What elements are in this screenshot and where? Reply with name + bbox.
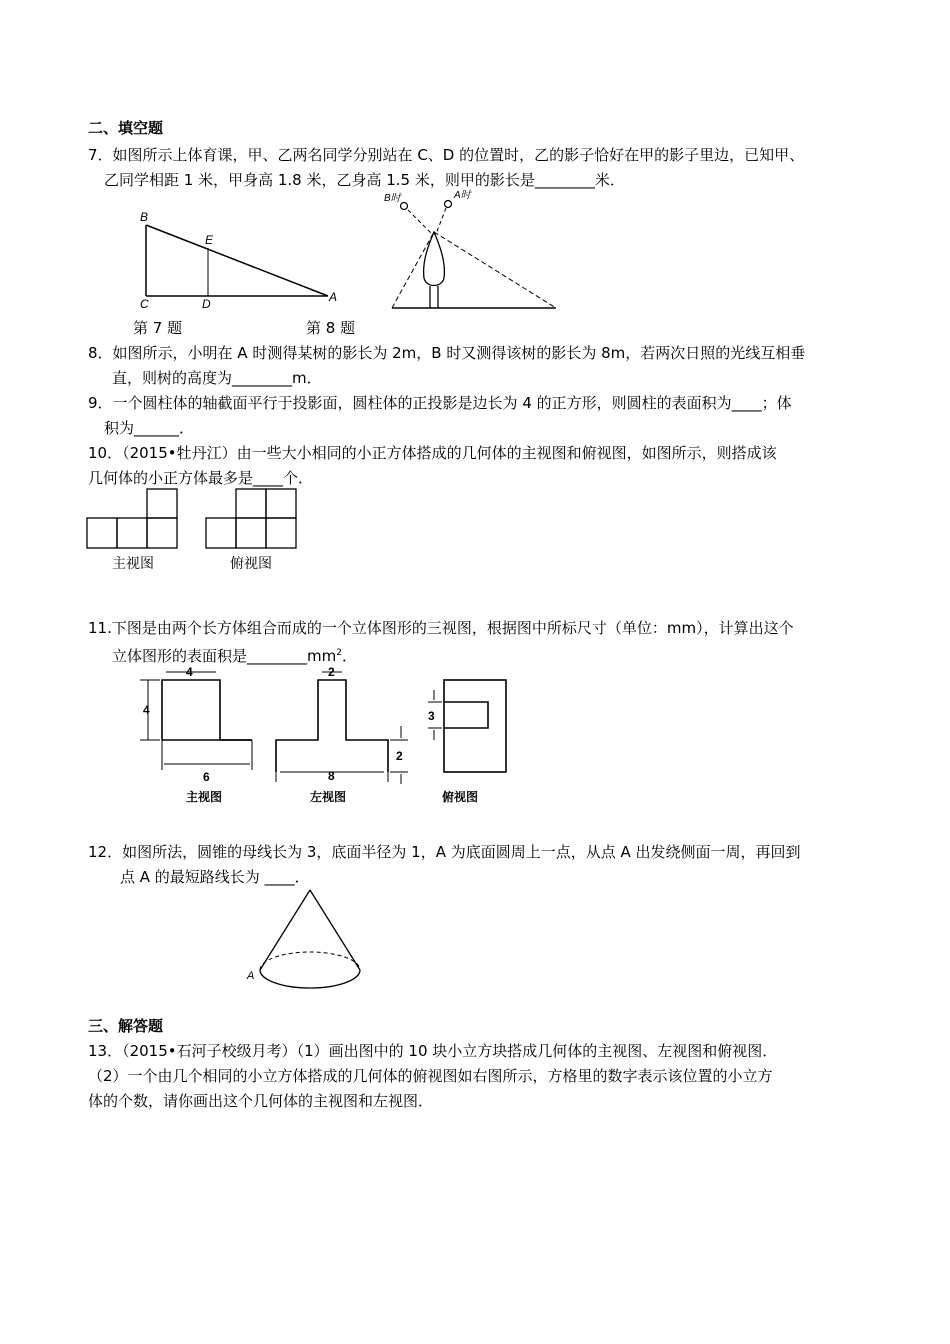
figure-10-views xyxy=(86,488,296,583)
label-E: E xyxy=(205,233,214,247)
front-view-grid xyxy=(87,489,177,548)
line-BA xyxy=(146,225,328,296)
label-D: D xyxy=(202,297,211,311)
q12-line2: 点 A 的最短路线长为 ____． xyxy=(120,868,310,886)
top-view-outer xyxy=(444,680,506,772)
sun-b-icon xyxy=(401,203,408,210)
q7-line1: 7．如图所示上体育课，甲、乙两名同学分别站在 C、D 的位置时，乙的影子恰好在甲的影子里边，已知甲、 xyxy=(88,146,805,164)
left-view-outline xyxy=(276,680,388,772)
ray-left xyxy=(392,232,434,308)
label-B: B xyxy=(140,210,149,224)
q11-line2-suffix: ． xyxy=(341,647,357,665)
figure-12-cone xyxy=(244,884,394,994)
dim-left-base: 8 xyxy=(328,769,335,783)
dim-left-height: 2 xyxy=(396,749,403,763)
q11-sup: 2 xyxy=(336,648,342,658)
cone-base-front xyxy=(260,970,360,988)
cone-left-slant xyxy=(260,890,310,970)
front-view-outline xyxy=(162,680,252,740)
top-view-grid xyxy=(206,489,296,548)
tree-crown xyxy=(424,232,445,286)
ray-right xyxy=(434,232,556,308)
q7-line2: 乙同学相距 1 米，甲身高 1.8 米，乙身高 1.5 米，则甲的影长是________米． xyxy=(104,171,625,189)
q9-line1: 9．一个圆柱体的轴截面平行于投影面，圆柱体的正投影是边长为 4 的正方形，则圆柱的表面积为____；体 xyxy=(88,394,792,412)
section-title-answer: 三、解答题 xyxy=(88,1017,164,1035)
sun-a-icon xyxy=(445,201,452,208)
dim-front-height: 4 xyxy=(143,703,150,717)
label-A: A xyxy=(329,290,338,304)
q10-line2: 几何体的小正方体最多是____个． xyxy=(88,469,314,487)
top-view-inner xyxy=(444,702,488,728)
q11-line2-prefix: 立体图形的表面积是________mm xyxy=(112,647,337,665)
label-b-time: B时 xyxy=(384,193,401,204)
left-view-caption: 左视图 xyxy=(310,790,347,804)
q13-line1: 13．（2015•石河子校级月考）（1）画出图中的 10 块小立方块搭成几何体的主视图、左视图和俯视图． xyxy=(88,1042,778,1060)
top-view-label: 俯视图 xyxy=(230,555,272,571)
q13-line3: 体的个数，请你画出这个几何体的主视图和左视图． xyxy=(88,1092,434,1110)
label-a-time: A时 xyxy=(454,190,471,201)
dim-top-height: 3 xyxy=(428,709,435,723)
q12-line1: 12．如图所法，圆锥的母线长为 3，底面半径为 1，A 为底面圆周上一点，从点 A 出发绕侧面一周，再回到 xyxy=(88,843,801,861)
tree-trunk xyxy=(430,286,438,308)
figure-11-three-views xyxy=(136,660,526,810)
q10-line1: 10．（2015•牡丹江）由一些大小相同的小正方体搭成的几何体的主视图和俯视图，如图所示，则搭成该 xyxy=(88,444,777,462)
dim-front-width: 4 xyxy=(186,665,193,679)
q11-line1: 11.下图是由两个长方体组合而成的一个立体图形的三视图，根据图中所标尺寸（单位：mm），计算出这个 xyxy=(88,619,794,637)
section-title-fill-in: 二、填空题 xyxy=(88,119,164,137)
figure-7-triangle xyxy=(130,208,350,318)
sun-b-ray xyxy=(408,210,432,234)
figure-8-tree-shadow xyxy=(380,192,570,312)
dim-left-top: 2 xyxy=(328,665,335,679)
figure-7-caption: 第 7 题 xyxy=(133,319,183,337)
q9-line2: 积为______． xyxy=(104,419,195,437)
figure-8-caption: 第 8 题 xyxy=(306,319,356,337)
top-view-caption: 俯视图 xyxy=(442,790,479,804)
q13-line2: （2）一个由几个相同的小立方体搭成的几何体的俯视图如右图所示，方格里的数字表示该位置的小立方 xyxy=(88,1067,773,1085)
front-view-label: 主视图 xyxy=(112,555,154,571)
front-view-caption: 主视图 xyxy=(186,790,223,804)
sun-a-ray xyxy=(436,208,446,234)
label-C: C xyxy=(140,297,149,311)
q8-line2: 直，则树的高度为________m． xyxy=(112,369,322,387)
cone-right-slant xyxy=(310,890,360,970)
q8-line1: 8．如图所示，小明在 A 时测得某树的影长为 2m，B 时又测得该树的影长为 8m，若两次日照的光线互相垂 xyxy=(88,344,806,362)
label-cone-A: A xyxy=(247,970,255,982)
dim-front-base: 6 xyxy=(203,770,210,784)
cone-base-back xyxy=(260,952,360,970)
